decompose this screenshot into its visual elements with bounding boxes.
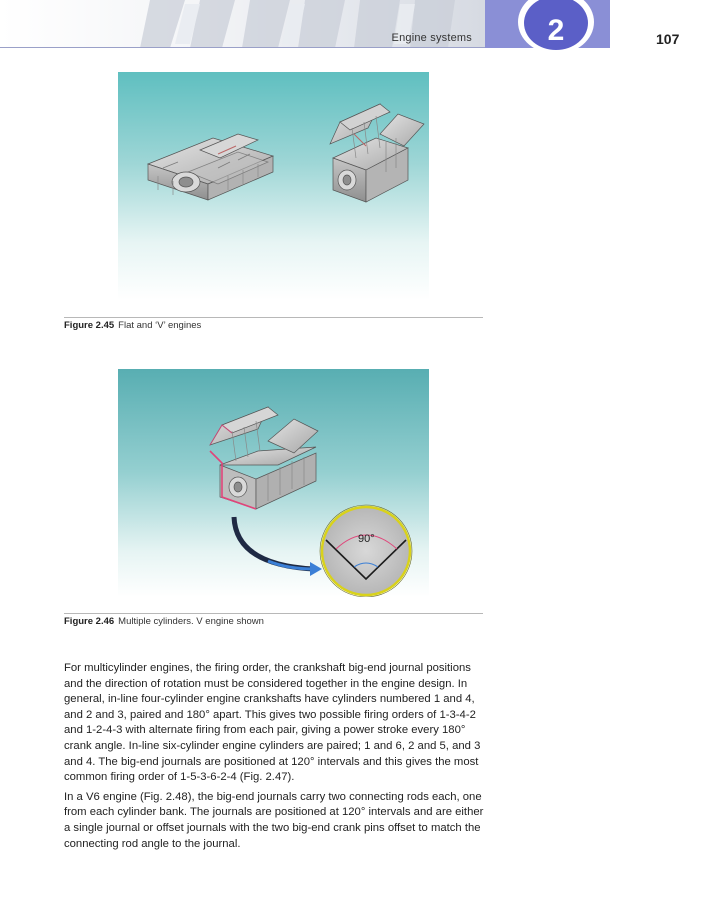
v-engine-cylinder-illustration [118,369,429,597]
body-text [64,661,484,856]
paragraph: In a V6 engine (Fig. 2.48), the big-end journals carry two connecting rods each, one from each cylinder bank. The journals are positioned at 120° intervals and are either a single journal or offset journals with the two big-end crank pins offset to match the connecting rod angle to the journal. [64,790,484,850]
section-title: Engine systems [391,32,472,44]
rotation-arrow [234,517,322,576]
figure-caption [64,320,201,331]
figure-caption [64,616,264,627]
page-number: 107 [656,31,680,47]
flat-and-v-engine-illustration [118,72,429,300]
paragraph: For multicylinder engines, the firing order, the crankshaft big-end journal positions and the direction of rotation must be considered together in the engine design. In general, in-line four-cylinder engine crankshafts have cylinders numbered 1 and 4, and 2 and 3, paired and 180° apart. This gives two possible firing orders of 1-3-4-2 and 1-2-4-3 with alternate firing from each pair, giving a power stroke every 180° crank angle. In-line six-cylinder engine cylinders are paired; 1 and 6, 2 and 5, and 3 and 4. The big-end journals are positioned at 120° intervals and this gives the most common firing order of 1-5-3-6-2-4 (Fig. 2.47). [64,662,481,784]
figure-multiple-cylinders [118,369,429,597]
flat-engine [148,134,273,200]
angle-label: 90° [358,533,375,545]
caption-rule [64,317,483,318]
header-rule [0,47,485,48]
figure-flat-and-v-engines [118,72,429,300]
caption-rule [64,613,483,614]
v-engine [330,104,424,202]
figure-label: Figure 2.45 [64,320,115,331]
angle-detail-lens [320,505,412,597]
figure-caption-text: Flat and ‘V’ engines [118,320,202,331]
chapter-number: 2 [547,14,565,47]
figure-label: Figure 2.46 [64,616,115,627]
v-engine-block [210,407,318,509]
figure-caption-text: Multiple cylinders. V engine shown [118,616,264,627]
